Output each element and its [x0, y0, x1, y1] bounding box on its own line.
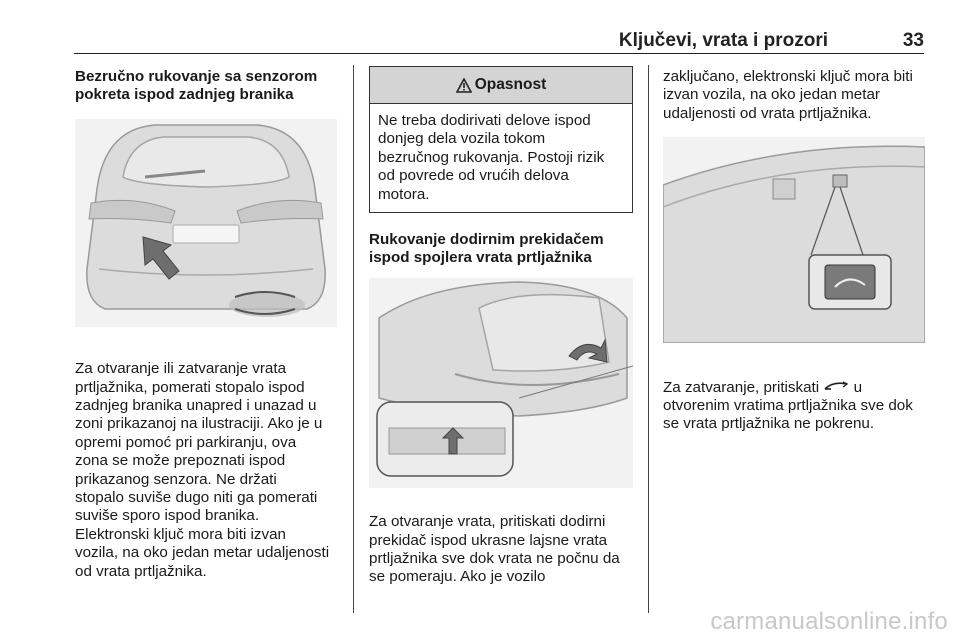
warning-box — [369, 66, 633, 213]
tailgate-close-icon — [823, 380, 849, 392]
tailgate-switch-illustration — [369, 278, 633, 488]
watermark: carmanualsonline.info — [710, 608, 948, 635]
handsfree-instructions: Za otvaranje ili zatvaranje vrata prtljažnika, pomerati stopalo ispod zadnjeg branika unapred i unazad u zoni prikazanoj na ilustraciji. Ako je u opremi pomoć pri parkiranju, ova zona se može prepoznati ispod prikazanog senzora. Ne držati stopalo suviše dugo niti ga pomerati suviše sporo ispod branika. Elektronski ključ mora biti izvan vozila, na oko jedan metar udaljenosti od vrata prtljažnika. — [75, 360, 330, 580]
closing-text-end: u otvorenim vratima prtljažnika sve dok se vrata prtljažnika ne pokrenu. — [663, 378, 913, 433]
section-heading-handsfree: Bezručno rukovanje sa senzorom pokreta ispod zadnjeg branika — [75, 68, 318, 104]
touch-switch-instructions: Za otvaranje vrata, pritiskati dodirni prekidač ispod ukrasne lajsne vrata prtljažnika sve dok vrata ne počnu da se pomeraju. Ako je vozilo — [369, 513, 620, 586]
warning-header — [370, 67, 632, 104]
key-distance-text: zaključano, elektronski ključ mora biti izvan vozila, na oko jedan metar udaljenosti od vrata prtljažnika. — [663, 68, 913, 122]
column-divider-1 — [353, 65, 354, 613]
warning-title: Opasnost — [474, 75, 547, 93]
warning-triangle-icon — [456, 78, 472, 93]
column-3 — [663, 68, 933, 434]
section-heading-touch-switch: Rukovanje dodirnim prekidačem ispod spojlera vrata prtljažnika — [369, 231, 604, 267]
rear-bumper-illustration — [75, 119, 337, 327]
closing-instructions — [663, 379, 933, 434]
page-number: 33 — [902, 30, 924, 51]
column-2 — [369, 66, 633, 587]
header-divider — [74, 53, 924, 54]
warning-text: Ne treba dodirivati delove ispod donjeg dela vozila tokom bezručnog rukovanja. Postoji rizik od povrede od vrućih delova motora. — [378, 112, 605, 203]
tailgate-close-button-illustration — [663, 137, 925, 343]
closing-text-start: Za zatvaranje, pritiskati — [663, 378, 824, 396]
column-divider-2 — [648, 65, 649, 613]
page-title: Ključevi, vrata i prozori — [618, 30, 828, 51]
column-1 — [75, 68, 345, 581]
